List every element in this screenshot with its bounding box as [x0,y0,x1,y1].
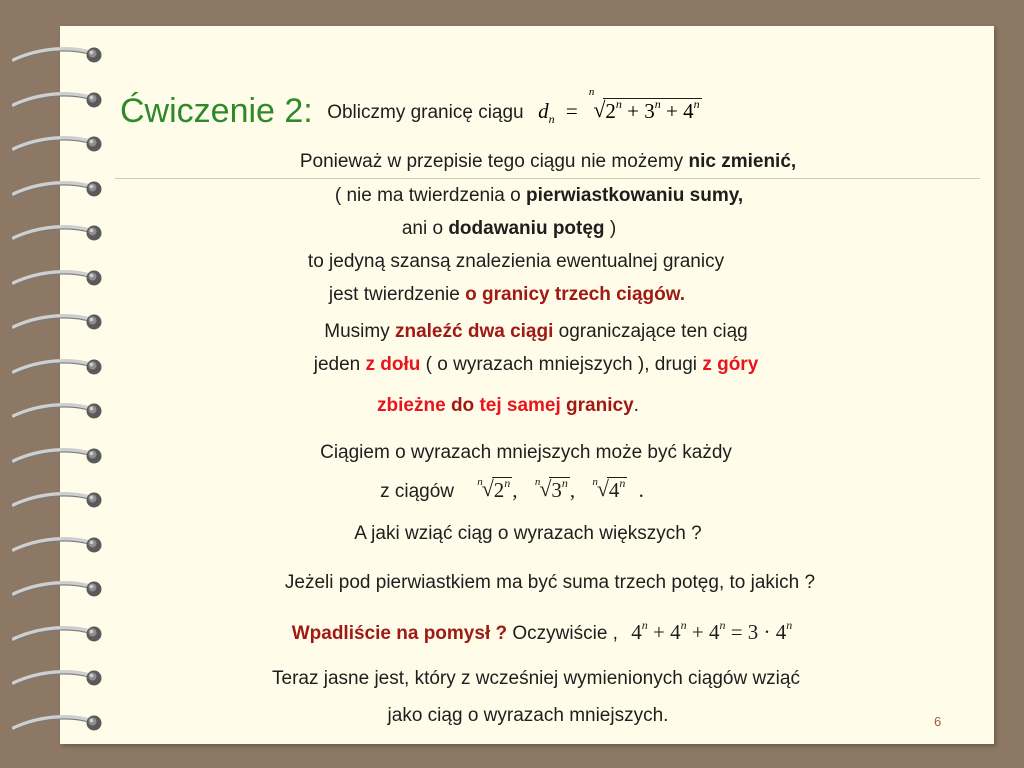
idea-bold: Wpadliście na pomysł ? [291,623,508,644]
question-larger: A jaki wziąć ciąg o wyrazach większych ? [354,523,702,544]
root-index: n [477,476,483,488]
p1-emphasis: o granicy trzech ciągów. [465,284,686,305]
eq-exp: n [786,618,793,632]
plus-sign: + [627,99,640,123]
root-3-formula: $^n$ √ 3$^n$ [534,476,568,502]
p2-text: ( o wyrazach mniejszych ), drugi [420,354,703,375]
title-row [120,86,702,131]
question-sum: Jeżeli pod pierwiastkiem ma być suma trzech potęg, to jakich ? [284,572,816,593]
radicand-exp-2: n [654,97,661,111]
p1-text: ) [604,218,617,239]
p1-line-2 [27,185,1024,207]
p1-bold: pierwiastkowaniu sumy, [526,185,744,206]
p1-text: Ponieważ w przepisie tego ciągu nie możemy [299,151,689,172]
eq-base: 4 [775,620,787,644]
root-4-formula: $^n$ √ 4$^n$ [592,476,626,502]
eq-base: 4 [670,620,681,644]
p2-red: z dołu [365,354,421,375]
p2-emphasis: granicy [560,395,634,416]
root-2-formula: $^n$ √ 2$^n$ [477,476,511,502]
p2-text: Musimy [324,321,395,342]
root-index: n [592,476,598,488]
p2-line-2 [24,354,1024,376]
p2-emphasis: znaleźć dwa ciągi [394,321,554,342]
spiral-ring-icon [10,89,106,111]
conclusion-line-1: Teraz jasne jest, który z wcześniej wymienionych ciągów wziąć [272,668,800,689]
divider-line [115,178,980,179]
plus-sign: + [666,99,678,123]
radicand [603,98,701,123]
radical: √ 2$^n$ + 3$^n$ + 4$^n$ [593,97,700,123]
p1-text: jest twierdzenie [328,284,466,305]
p1-line-4: to jedyną szansą znalezienia ewentualnej granicy [307,251,725,272]
root-index: n [534,476,541,488]
sum-equation [631,620,792,644]
eq-coefficient: 3 [747,620,759,644]
equals-sign: = [730,620,743,644]
root-exp: n [619,476,626,490]
p1-text: ( nie ma twierdzenia o [334,185,526,206]
eq-exp: n [641,618,648,632]
p2-emphasis: do [445,395,480,416]
p2-text: . [633,395,639,416]
sequence-symbol: d [538,99,549,123]
root-exp: n [504,476,511,490]
p2-line-3 [0,395,1020,417]
radicand-base-3: 4 [683,99,694,123]
p2-red: z góry [702,354,759,375]
radicand-exp-1: n [615,97,622,111]
p3-line-1: Ciągiem o wyrazach mniejszych może być każdy [320,442,732,463]
separator: , [569,478,576,502]
p1-line-5 [0,284,1019,306]
eq-exp: n [719,618,726,632]
idea-line [30,620,1024,645]
p3-text: z ciągów [380,481,455,502]
separator: , [512,478,518,502]
p1-bold: dodawaniu potęg [448,218,605,239]
root-base: 2 [493,478,505,502]
sequence-formula [538,86,702,127]
exercise-title: Ćwiczenie 2: [120,92,313,130]
p2-red: zbieżne [377,395,446,416]
root-base: 3 [551,478,562,502]
root-exp: n [561,476,568,490]
period: . [638,478,644,502]
sequence-index: n [548,112,555,127]
p2-text: jeden [313,354,366,375]
p3-line-2 [0,478,1024,503]
p1-line-3 [0,218,1021,240]
radicand-base-1: 2 [605,99,616,123]
plus-sign: + [691,620,704,644]
p1-text: ani o [401,218,449,239]
radicand-exp-3: n [693,97,700,111]
p2-red: tej samej [479,395,561,416]
equals-sign: = [565,99,578,123]
p2-line-1 [24,321,1024,343]
p1-bold: nic zmienić, [688,151,797,172]
idea-text: Oczywiście , [507,623,618,644]
conclusion-line-2: jako ciąg o wyrazach mniejszych. [387,705,669,726]
root-base: 4 [608,478,620,502]
p1-line-1 [36,151,1024,173]
spiral-ring-icon [10,44,106,66]
eq-base: 4 [631,620,642,644]
plus-sign: + [653,620,665,644]
eq-exp: n [680,618,687,632]
dot-operator: · [763,620,771,644]
eq-base: 4 [708,620,720,644]
radicand-base-2: 3 [644,99,655,123]
page-number: 6 [934,714,942,729]
p2-text: ograniczające ten ciąg [553,321,748,342]
root-index: n [588,86,595,98]
intro-text: Obliczmy granicę ciągu [327,102,524,123]
